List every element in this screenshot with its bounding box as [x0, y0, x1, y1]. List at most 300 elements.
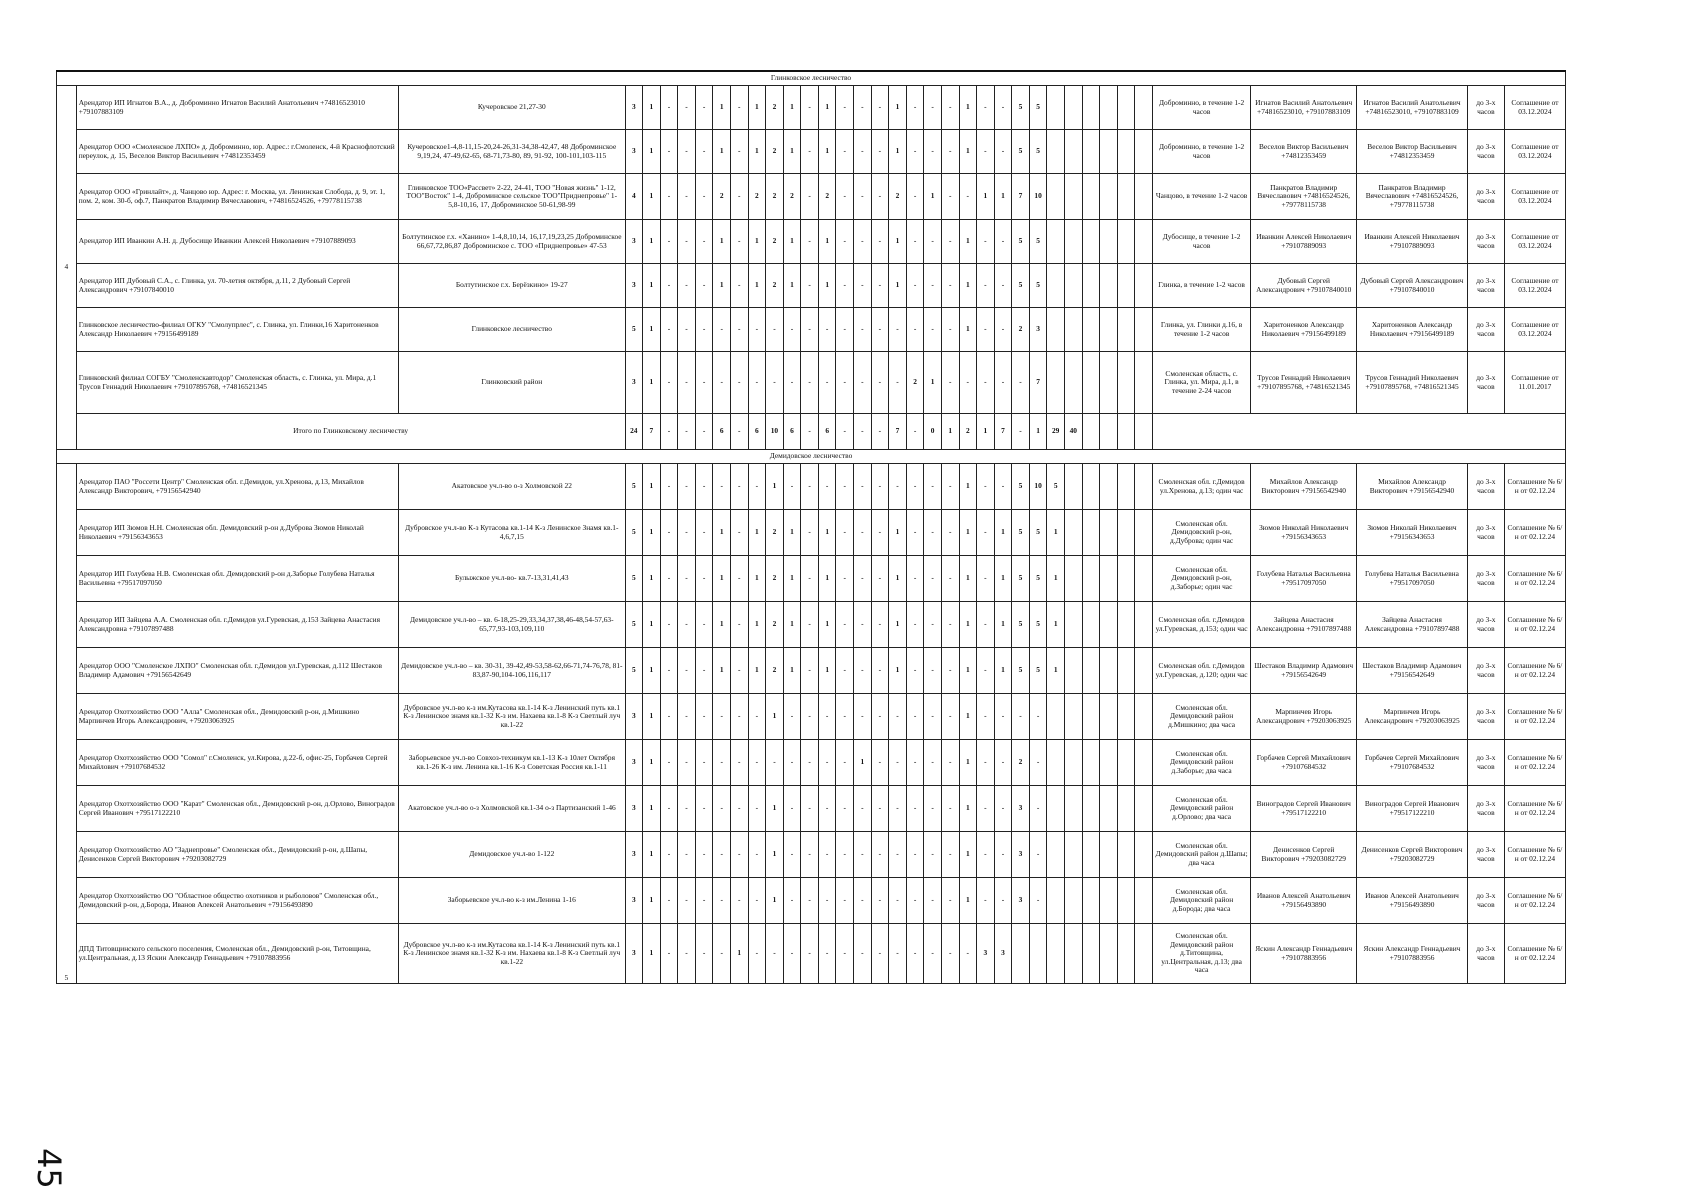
- responsible-contact-cell: Харитоненков Александр Николаевич +79156499189: [1251, 308, 1357, 352]
- count-cell: -: [818, 786, 836, 832]
- arrival-time-cell: до 3-х часов: [1467, 464, 1504, 510]
- count-cell: -: [783, 878, 801, 924]
- count-cell: [1082, 510, 1100, 556]
- count-cell: 3: [625, 740, 643, 786]
- arrival-time-cell: до 3-х часов: [1467, 174, 1504, 220]
- assembly-place-cell: Смоленская обл. Демидовский р-он, д.Дуброва; один час: [1152, 510, 1250, 556]
- count-cell: 1: [959, 740, 977, 786]
- count-cell: [1135, 648, 1153, 694]
- count-cell: -: [889, 308, 907, 352]
- count-cell: -: [818, 832, 836, 878]
- count-cell: 1: [783, 602, 801, 648]
- count-cell: 1: [643, 740, 661, 786]
- count-cell: -: [783, 352, 801, 414]
- agreement-cell: Соглашение № 6/н от 02.12.24: [1504, 924, 1565, 984]
- count-cell: 5: [625, 648, 643, 694]
- count-cell: -: [977, 786, 995, 832]
- count-cell: -: [994, 86, 1012, 130]
- count-cell: -: [1029, 694, 1047, 740]
- count-cell: -: [678, 264, 696, 308]
- total-count-cell: -: [660, 414, 678, 450]
- total-count-cell: -: [854, 414, 872, 450]
- count-cell: [1117, 464, 1135, 510]
- count-cell: [1047, 694, 1065, 740]
- count-cell: -: [871, 510, 889, 556]
- count-cell: -: [906, 740, 924, 786]
- count-cell: 1: [643, 924, 661, 984]
- count-cell: 1: [818, 86, 836, 130]
- count-cell: -: [801, 556, 819, 602]
- count-cell: -: [854, 832, 872, 878]
- assembly-place-cell: Смоленская обл. Демидовский район д.Мишкино; два часа: [1152, 694, 1250, 740]
- table-row: [57, 464, 1566, 510]
- count-cell: -: [854, 174, 872, 220]
- responsible-contact-cell: Зайцева Анастасия Александровна +79107897488: [1251, 602, 1357, 648]
- count-cell: -: [748, 694, 766, 740]
- total-count-cell: 1: [941, 414, 959, 450]
- count-cell: -: [730, 464, 748, 510]
- count-cell: -: [836, 786, 854, 832]
- count-cell: -: [730, 264, 748, 308]
- count-cell: -: [678, 648, 696, 694]
- count-cell: -: [660, 464, 678, 510]
- count-cell: -: [836, 694, 854, 740]
- count-cell: 1: [766, 832, 784, 878]
- count-cell: 1: [1047, 510, 1065, 556]
- count-cell: 1: [766, 694, 784, 740]
- arrival-time-cell: до 3-х часов: [1467, 694, 1504, 740]
- count-cell: 1: [854, 740, 872, 786]
- table-row: [57, 602, 1566, 648]
- count-cell: -: [713, 786, 731, 832]
- count-cell: 1: [818, 510, 836, 556]
- count-cell: [1100, 308, 1118, 352]
- assembly-place-cell: Смоленская обл. Демидовский район д.Шапы; два часа: [1152, 832, 1250, 878]
- total-count-cell: [1082, 414, 1100, 450]
- count-cell: -: [924, 220, 942, 264]
- count-cell: 1: [748, 130, 766, 174]
- count-cell: 1: [748, 510, 766, 556]
- count-cell: -: [959, 174, 977, 220]
- assembly-place-cell: Доброминно, в течение 1-2 часов: [1152, 86, 1250, 130]
- agreement-cell: Соглашение № 6/н от 02.12.24: [1504, 878, 1565, 924]
- count-cell: -: [994, 694, 1012, 740]
- count-cell: [1082, 352, 1100, 414]
- count-cell: 1: [959, 648, 977, 694]
- count-cell: [1117, 220, 1135, 264]
- count-cell: 2: [783, 174, 801, 220]
- count-cell: 2: [766, 86, 784, 130]
- count-cell: -: [713, 308, 731, 352]
- table-row: [57, 924, 1566, 984]
- count-cell: -: [730, 740, 748, 786]
- count-cell: 3: [625, 694, 643, 740]
- responsible-contact-cell: Яскин Александр Геннадьевич +79107883956: [1251, 924, 1357, 984]
- count-cell: -: [836, 220, 854, 264]
- count-cell: [1100, 174, 1118, 220]
- count-cell: -: [801, 740, 819, 786]
- count-cell: -: [924, 924, 942, 984]
- count-cell: -: [783, 740, 801, 786]
- count-cell: 1: [783, 556, 801, 602]
- count-cell: -: [941, 264, 959, 308]
- count-cell: 1: [889, 220, 907, 264]
- count-cell: -: [889, 352, 907, 414]
- count-cell: -: [660, 308, 678, 352]
- count-cell: [1100, 86, 1118, 130]
- count-cell: 1: [959, 510, 977, 556]
- count-cell: 5: [625, 602, 643, 648]
- tenant-cell: Арендатор ООО «Смоленское ЛХПО» д. Доброминно, юр. Адрес.: г.Смоленск, 4-й Краснофлотский переулок, д. 15, Веселов Виктор Васильевич +74812353459: [76, 130, 398, 174]
- count-cell: [1064, 878, 1082, 924]
- count-cell: -: [695, 786, 713, 832]
- count-cell: 1: [643, 648, 661, 694]
- count-cell: 2: [906, 352, 924, 414]
- total-count-cell: -: [730, 414, 748, 450]
- count-cell: 1: [643, 510, 661, 556]
- count-cell: [1029, 924, 1047, 984]
- count-cell: -: [924, 832, 942, 878]
- count-cell: -: [906, 832, 924, 878]
- count-cell: -: [766, 352, 784, 414]
- count-cell: -: [906, 878, 924, 924]
- count-cell: -: [854, 86, 872, 130]
- location-cell: Демидовское уч.л-во – кв. 6-18,25-29,33,34,37,38,46-48,54-57,63-65,77,93-103,109,110: [399, 602, 625, 648]
- assembly-place-cell: Смоленская обл. Демидовский район д.Борода; два часа: [1152, 878, 1250, 924]
- count-cell: -: [836, 264, 854, 308]
- count-cell: -: [836, 352, 854, 414]
- assembly-place-cell: Глинка, ул. Глинки д.16, в течение 1-2 часов: [1152, 308, 1250, 352]
- arrival-time-cell: до 3-х часов: [1467, 832, 1504, 878]
- agreement-cell: Соглашение № 6/н от 02.12.24: [1504, 740, 1565, 786]
- count-cell: [1135, 220, 1153, 264]
- count-cell: -: [836, 308, 854, 352]
- count-cell: -: [748, 352, 766, 414]
- total-count-cell: 7: [889, 414, 907, 450]
- count-cell: -: [748, 878, 766, 924]
- count-cell: [1100, 694, 1118, 740]
- count-cell: -: [836, 86, 854, 130]
- count-cell: 1: [818, 264, 836, 308]
- count-cell: [1082, 832, 1100, 878]
- total-count-cell: 10: [766, 414, 784, 450]
- assembly-place-cell: Смоленская область, с. Глинка, ул. Мира, д.1, в течение 2-24 часов: [1152, 352, 1250, 414]
- count-cell: [1047, 308, 1065, 352]
- table-row: [57, 878, 1566, 924]
- count-cell: 1: [748, 602, 766, 648]
- arrival-time-cell: до 3-х часов: [1467, 264, 1504, 308]
- count-cell: [1100, 464, 1118, 510]
- count-cell: -: [941, 510, 959, 556]
- count-cell: 1: [643, 832, 661, 878]
- location-cell: Болтутинское г.х. «Ханино» 1-4,8,10,14, 16,17,19,23,25 Доброминское 66,67,72,86,87 Доброминское с. ТОО «Приднепровье» 47-53: [399, 220, 625, 264]
- count-cell: 1: [766, 786, 784, 832]
- count-cell: [1100, 220, 1118, 264]
- count-cell: -: [713, 740, 731, 786]
- count-cell: -: [889, 464, 907, 510]
- assembly-place-cell: Смоленская обл. Демидовский район д.Орлово; два часа: [1152, 786, 1250, 832]
- assembly-place-cell: Глинка, в течение 1-2 часов: [1152, 264, 1250, 308]
- count-cell: -: [994, 130, 1012, 174]
- total-count-cell: 6: [713, 414, 731, 450]
- assembly-place-cell: Чанцово, в течение 1-2 часов: [1152, 174, 1250, 220]
- arrival-time-cell: до 3-х часов: [1467, 130, 1504, 174]
- count-cell: -: [977, 740, 995, 786]
- assembly-place-cell: Смоленская обл. Демидовский р-он, д.Заборье; один час: [1152, 556, 1250, 602]
- count-cell: [1082, 602, 1100, 648]
- count-cell: -: [818, 924, 836, 984]
- count-cell: -: [889, 924, 907, 984]
- total-count-cell: 7: [994, 414, 1012, 450]
- total-count-cell: 24: [625, 414, 643, 450]
- count-cell: [1064, 786, 1082, 832]
- agreement-cell: Соглашение № 6/н от 02.12.24: [1504, 510, 1565, 556]
- count-cell: -: [1012, 352, 1030, 414]
- count-cell: 2: [766, 130, 784, 174]
- count-cell: -: [854, 308, 872, 352]
- count-cell: -: [906, 510, 924, 556]
- count-cell: [1047, 220, 1065, 264]
- count-cell: -: [801, 878, 819, 924]
- count-cell: -: [854, 556, 872, 602]
- count-cell: [1082, 740, 1100, 786]
- table-row: [57, 220, 1566, 264]
- count-cell: -: [695, 220, 713, 264]
- count-cell: -: [801, 786, 819, 832]
- count-cell: -: [1012, 694, 1030, 740]
- count-cell: 5: [625, 464, 643, 510]
- count-cell: [1064, 86, 1082, 130]
- contact-person-cell: Харитоненков Александр Николаевич +79156499189: [1357, 308, 1468, 352]
- contact-person-cell: Иванкин Алексей Николаевич +79107889093: [1357, 220, 1468, 264]
- count-cell: -: [730, 510, 748, 556]
- tenant-cell: Арендатор ООО "Смоленское ЛХПО" Смоленская обл. г.Демидов ул.Гуревская, д.112 Шестаков Владимир Адамович +79156542649: [76, 648, 398, 694]
- page-number: 45: [30, 1148, 68, 1189]
- total-count-cell: [1117, 414, 1135, 450]
- contact-person-cell: Виноградов Сергей Иванович +79517122210: [1357, 786, 1468, 832]
- count-cell: 1: [818, 648, 836, 694]
- count-cell: -: [941, 352, 959, 414]
- count-cell: 1: [748, 264, 766, 308]
- count-cell: [1082, 694, 1100, 740]
- count-cell: -: [854, 352, 872, 414]
- count-cell: [1135, 264, 1153, 308]
- count-cell: 3: [625, 786, 643, 832]
- count-cell: -: [924, 602, 942, 648]
- count-cell: 10: [1029, 464, 1047, 510]
- tenant-cell: ДПД Титовщинского сельского поселения, Смоленская обл., Демидовский р-он, Титовщина, ул.Центральная, д.13 Яскин Александр Геннадьевич +79107883956: [76, 924, 398, 984]
- count-cell: -: [695, 130, 713, 174]
- count-cell: -: [871, 464, 889, 510]
- count-cell: -: [854, 786, 872, 832]
- count-cell: -: [889, 740, 907, 786]
- count-cell: -: [906, 924, 924, 984]
- count-cell: -: [941, 86, 959, 130]
- count-cell: 3: [1012, 786, 1030, 832]
- count-cell: -: [783, 786, 801, 832]
- count-cell: -: [678, 130, 696, 174]
- responsible-contact-cell: Шестаков Владимир Адамович +79156542649: [1251, 648, 1357, 694]
- count-cell: -: [801, 264, 819, 308]
- count-cell: 1: [959, 464, 977, 510]
- count-cell: [1117, 740, 1135, 786]
- count-cell: -: [695, 174, 713, 220]
- count-cell: 2: [766, 220, 784, 264]
- agreement-cell: Соглашение от 03.12.2024: [1504, 220, 1565, 264]
- agreement-cell: Соглашение № 6/н от 02.12.24: [1504, 556, 1565, 602]
- count-cell: 5: [1012, 130, 1030, 174]
- count-cell: 1: [643, 602, 661, 648]
- count-cell: -: [695, 556, 713, 602]
- count-cell: -: [713, 924, 731, 984]
- count-cell: [1117, 602, 1135, 648]
- count-cell: -: [801, 464, 819, 510]
- count-cell: -: [660, 556, 678, 602]
- count-cell: [1100, 602, 1118, 648]
- count-cell: -: [906, 130, 924, 174]
- count-cell: [1064, 464, 1082, 510]
- count-cell: 1: [643, 308, 661, 352]
- count-cell: -: [660, 832, 678, 878]
- count-cell: -: [906, 86, 924, 130]
- count-cell: -: [924, 556, 942, 602]
- total-count-cell: 2: [959, 414, 977, 450]
- count-cell: [1064, 130, 1082, 174]
- count-cell: -: [924, 510, 942, 556]
- count-cell: [1135, 832, 1153, 878]
- count-cell: 5: [1012, 648, 1030, 694]
- assembly-place-cell: Смоленская обл. г.Демидов ул.Хренова, д.13; один час: [1152, 464, 1250, 510]
- location-cell: Болтутинское г.х. Берёзкино» 19-27: [399, 264, 625, 308]
- count-cell: -: [836, 130, 854, 174]
- count-cell: -: [1029, 786, 1047, 832]
- count-cell: -: [836, 602, 854, 648]
- count-cell: [1135, 878, 1153, 924]
- count-cell: -: [678, 740, 696, 786]
- count-cell: 1: [889, 648, 907, 694]
- contact-person-cell: Горбачев Сергей Михайлович +79107684532: [1357, 740, 1468, 786]
- count-cell: 1: [783, 264, 801, 308]
- contact-person-cell: Игнатов Василий Анатольевич +74816523010, +79107883109: [1357, 86, 1468, 130]
- count-cell: 3: [625, 924, 643, 984]
- count-cell: -: [748, 464, 766, 510]
- count-cell: [1047, 352, 1065, 414]
- count-cell: -: [660, 602, 678, 648]
- count-cell: -: [854, 130, 872, 174]
- count-cell: -: [941, 308, 959, 352]
- count-cell: -: [959, 352, 977, 414]
- arrival-time-cell: до 3-х часов: [1467, 648, 1504, 694]
- count-cell: -: [801, 602, 819, 648]
- count-cell: [1135, 174, 1153, 220]
- agreement-cell: Соглашение от 03.12.2024: [1504, 130, 1565, 174]
- count-cell: -: [854, 924, 872, 984]
- count-cell: -: [818, 878, 836, 924]
- count-cell: [1135, 694, 1153, 740]
- count-cell: -: [924, 464, 942, 510]
- contact-person-cell: Михайлов Александр Викторович +79156542940: [1357, 464, 1468, 510]
- tenant-cell: Арендатор Охотхозяйство ООО "Карат" Смоленская обл., Демидовский р-он, д.Орлово, Виноградов Сергей Иванович +79517122210: [76, 786, 398, 832]
- count-cell: -: [660, 220, 678, 264]
- count-cell: -: [924, 878, 942, 924]
- count-cell: 1: [783, 220, 801, 264]
- count-cell: -: [730, 86, 748, 130]
- count-cell: 1: [959, 694, 977, 740]
- count-cell: [1082, 648, 1100, 694]
- count-cell: [1047, 130, 1065, 174]
- count-cell: -: [1029, 832, 1047, 878]
- count-cell: 10: [1029, 174, 1047, 220]
- assembly-place-cell: Смоленская обл. г.Демидов ул.Гуревская, д.120; один час: [1152, 648, 1250, 694]
- count-cell: 2: [766, 556, 784, 602]
- count-cell: 5: [1029, 648, 1047, 694]
- count-cell: 5: [1012, 264, 1030, 308]
- count-cell: -: [871, 556, 889, 602]
- count-cell: -: [836, 556, 854, 602]
- responsible-contact-cell: Иванов Алексей Анатольевич +79156493890: [1251, 878, 1357, 924]
- location-cell: Демидовское уч.л-во – кв. 30-31, 39-42,49-53,58-62,66-71,74-76,78, 81-83,87-90,104-106,116,117: [399, 648, 625, 694]
- total-count-cell: -: [836, 414, 854, 450]
- count-cell: 3: [625, 220, 643, 264]
- count-cell: 1: [643, 786, 661, 832]
- count-cell: -: [660, 174, 678, 220]
- arrival-time-cell: до 3-х часов: [1467, 924, 1504, 984]
- count-cell: -: [748, 740, 766, 786]
- contact-person-cell: Зайцева Анастасия Александровна +79107897488: [1357, 602, 1468, 648]
- count-cell: 5: [1029, 220, 1047, 264]
- count-cell: -: [818, 308, 836, 352]
- count-cell: -: [977, 86, 995, 130]
- count-cell: 1: [643, 694, 661, 740]
- count-cell: [1135, 602, 1153, 648]
- count-cell: 1: [643, 130, 661, 174]
- count-cell: -: [766, 924, 784, 984]
- responsible-contact-cell: Денисенков Сергей Викторович +79203082729: [1251, 832, 1357, 878]
- count-cell: [1047, 878, 1065, 924]
- agreement-cell: Соглашение от 03.12.2024: [1504, 86, 1565, 130]
- count-cell: 2: [1012, 740, 1030, 786]
- count-cell: -: [977, 602, 995, 648]
- count-cell: 2: [713, 174, 731, 220]
- count-cell: [1117, 130, 1135, 174]
- count-cell: -: [748, 308, 766, 352]
- count-cell: [1117, 352, 1135, 414]
- responsible-contact-cell: Трусов Геннадий Николаевич +79107895768, +74816521345: [1251, 352, 1357, 414]
- count-cell: -: [695, 832, 713, 878]
- count-cell: 1: [713, 556, 731, 602]
- count-cell: -: [924, 740, 942, 786]
- count-cell: 1: [818, 556, 836, 602]
- count-cell: [1047, 832, 1065, 878]
- table-row: [57, 832, 1566, 878]
- count-cell: 1: [713, 130, 731, 174]
- register-table-wrapper: [56, 70, 1566, 984]
- count-cell: [1064, 740, 1082, 786]
- tenant-cell: Арендатор ИП Голубева Н.В. Смоленская обл. Демидовский р-он д.Заборье Голубева Наталья Васильевна +79517097050: [76, 556, 398, 602]
- count-cell: -: [941, 878, 959, 924]
- count-cell: -: [941, 740, 959, 786]
- count-cell: -: [941, 464, 959, 510]
- count-cell: -: [713, 694, 731, 740]
- count-cell: 1: [713, 648, 731, 694]
- total-count-cell: -: [695, 414, 713, 450]
- count-cell: 1: [959, 556, 977, 602]
- count-cell: 1: [994, 648, 1012, 694]
- contact-person-cell: Иванов Алексей Анатольевич +79156493890: [1357, 878, 1468, 924]
- count-cell: -: [695, 352, 713, 414]
- count-cell: -: [660, 352, 678, 414]
- count-cell: -: [994, 832, 1012, 878]
